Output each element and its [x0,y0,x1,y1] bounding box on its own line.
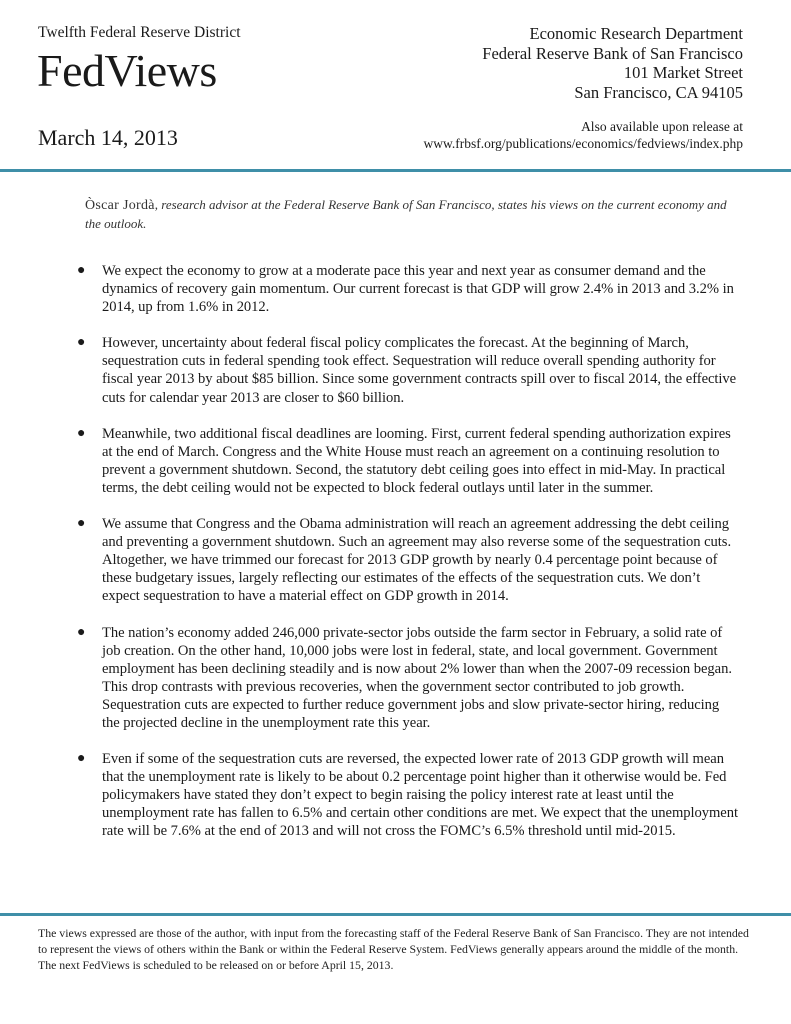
availability-text: Also available upon release at [581,119,743,134]
district-label: Twelfth Federal Reserve District [38,24,241,41]
publication-date: March 14, 2013 [38,125,178,150]
bullet-text: Even if some of the sequestration cuts are reversed, the expected lower rate of 2013 GDP growth will mean that the unemployment rate is likely to be about 0.2 percentage point higher than it otherwise would be. Fed policymakers have stated they don’t expect to begin raising the policy interest rate at least until the unemployment rate has fallen to 6.5% and certain other conditions are met. We expect that the unemployment rate will be 7.6% at the end of 2013 and will not cross the FOMC’s 6.5% threshold until mid-2015. [102,751,738,840]
address-line-street: 101 Market Street [623,63,743,82]
publication-url[interactable]: www.frbsf.org/publications/economics/fedviews/index.php [423,136,743,151]
bullet-text: We expect the economy to grow at a moderate pace this year and next year as consumer demand and the dynamics of recovery gain momentum. Our current forecast is that GDP will grow 2.4% in 2013 and 3.2% in 2014, up from 1.6% in 2012. [102,263,734,316]
author-description: , research advisor at the Federal Reserve Bank of San Francisco, states his views on the current economy and the outlook. [85,197,727,231]
department-address [482,24,743,102]
author-intro [85,196,735,233]
bullet-icon: ● [77,425,86,441]
address-line-department: Economic Research Department [529,24,743,43]
list-item [76,624,740,733]
disclaimer-footer: The views expressed are those of the author, with input from the forecasting staff of the Federal Reserve Bank of San Francisco. They are not intended to represent the views of others within the Bank or within the Federal Reserve System. FedViews generally appears around the middle of the month. The next FedViews is scheduled to be released on or before April 15, 2013. [38,926,749,972]
bullet-icon: ● [77,263,86,278]
address-line-city: San Francisco, CA 94105 [574,82,743,102]
list-item [76,262,740,316]
list-item [76,515,740,605]
bullet-icon: ● [77,335,86,351]
author-name: Òscar Jordà [85,198,155,213]
bullet-text: We assume that Congress and the Obama administration will reach an agreement addressing the debt ceiling and preventing a government shutdown. Such an agreement may also reverse some of the sequestration cuts. Altogether, we have trimmed our forecast for 2013 GDP growth by nearly 0.4 percentage point because of these budgetary issues, largely reflecting our estimates of the effects of the sequestration cuts. We don’t expect sequestration to have a material effect on GDP growth in 2014. [102,516,732,605]
bullet-icon: ● [77,751,86,767]
bullet-text: The nation’s economy added 246,000 private-sector jobs outside the farm sector in February, a solid rate of job creation. On the other hand, 10,000 jobs were lost in federal, state, and local government. Government employment has been declining steadily and is now about 2% lower than when the 2007-09 recession began. This drop contrasts with previous recoveries, when the government sector contributed to job growth. Sequestration cuts are expected to further reduce government jobs and slow private-sector hiring, reducing the projected decline in the unemployment rate this year. [102,624,732,731]
availability-note [424,118,743,152]
bullet-text: However, uncertainty about federal fiscal policy complicates the forecast. At the beginning of March, sequestration cuts in federal spending took effect. Sequestration will reduce overall spending authority for fiscal year 2013 by about $85 billion. Since some government contracts spill over to fiscal 2014, the effective cuts for calendar year 2013 are closer to $60 billion. [102,335,737,406]
bullet-icon: ● [77,516,86,532]
address-line-bank: Federal Reserve Bank of San Francisco [482,43,743,63]
list-item [76,750,740,840]
top-divider [0,169,791,172]
list-item [76,334,740,406]
list-item [76,425,740,497]
publication-title: FedViews [37,45,217,96]
bullet-icon: ● [77,624,86,640]
views-list [76,262,740,859]
bottom-divider [0,913,791,916]
bullet-text: Meanwhile, two additional fiscal deadlines are looming. First, current federal spending authorization expires at the end of March. Congress and the White House must reach an agreement on a continuing resolution to prevent a government shutdown. Second, the statutory debt ceiling goes into effect in mid-May. In practical terms, the debt ceiling would not be expected to block federal outlays until later in the summer. [102,425,731,496]
